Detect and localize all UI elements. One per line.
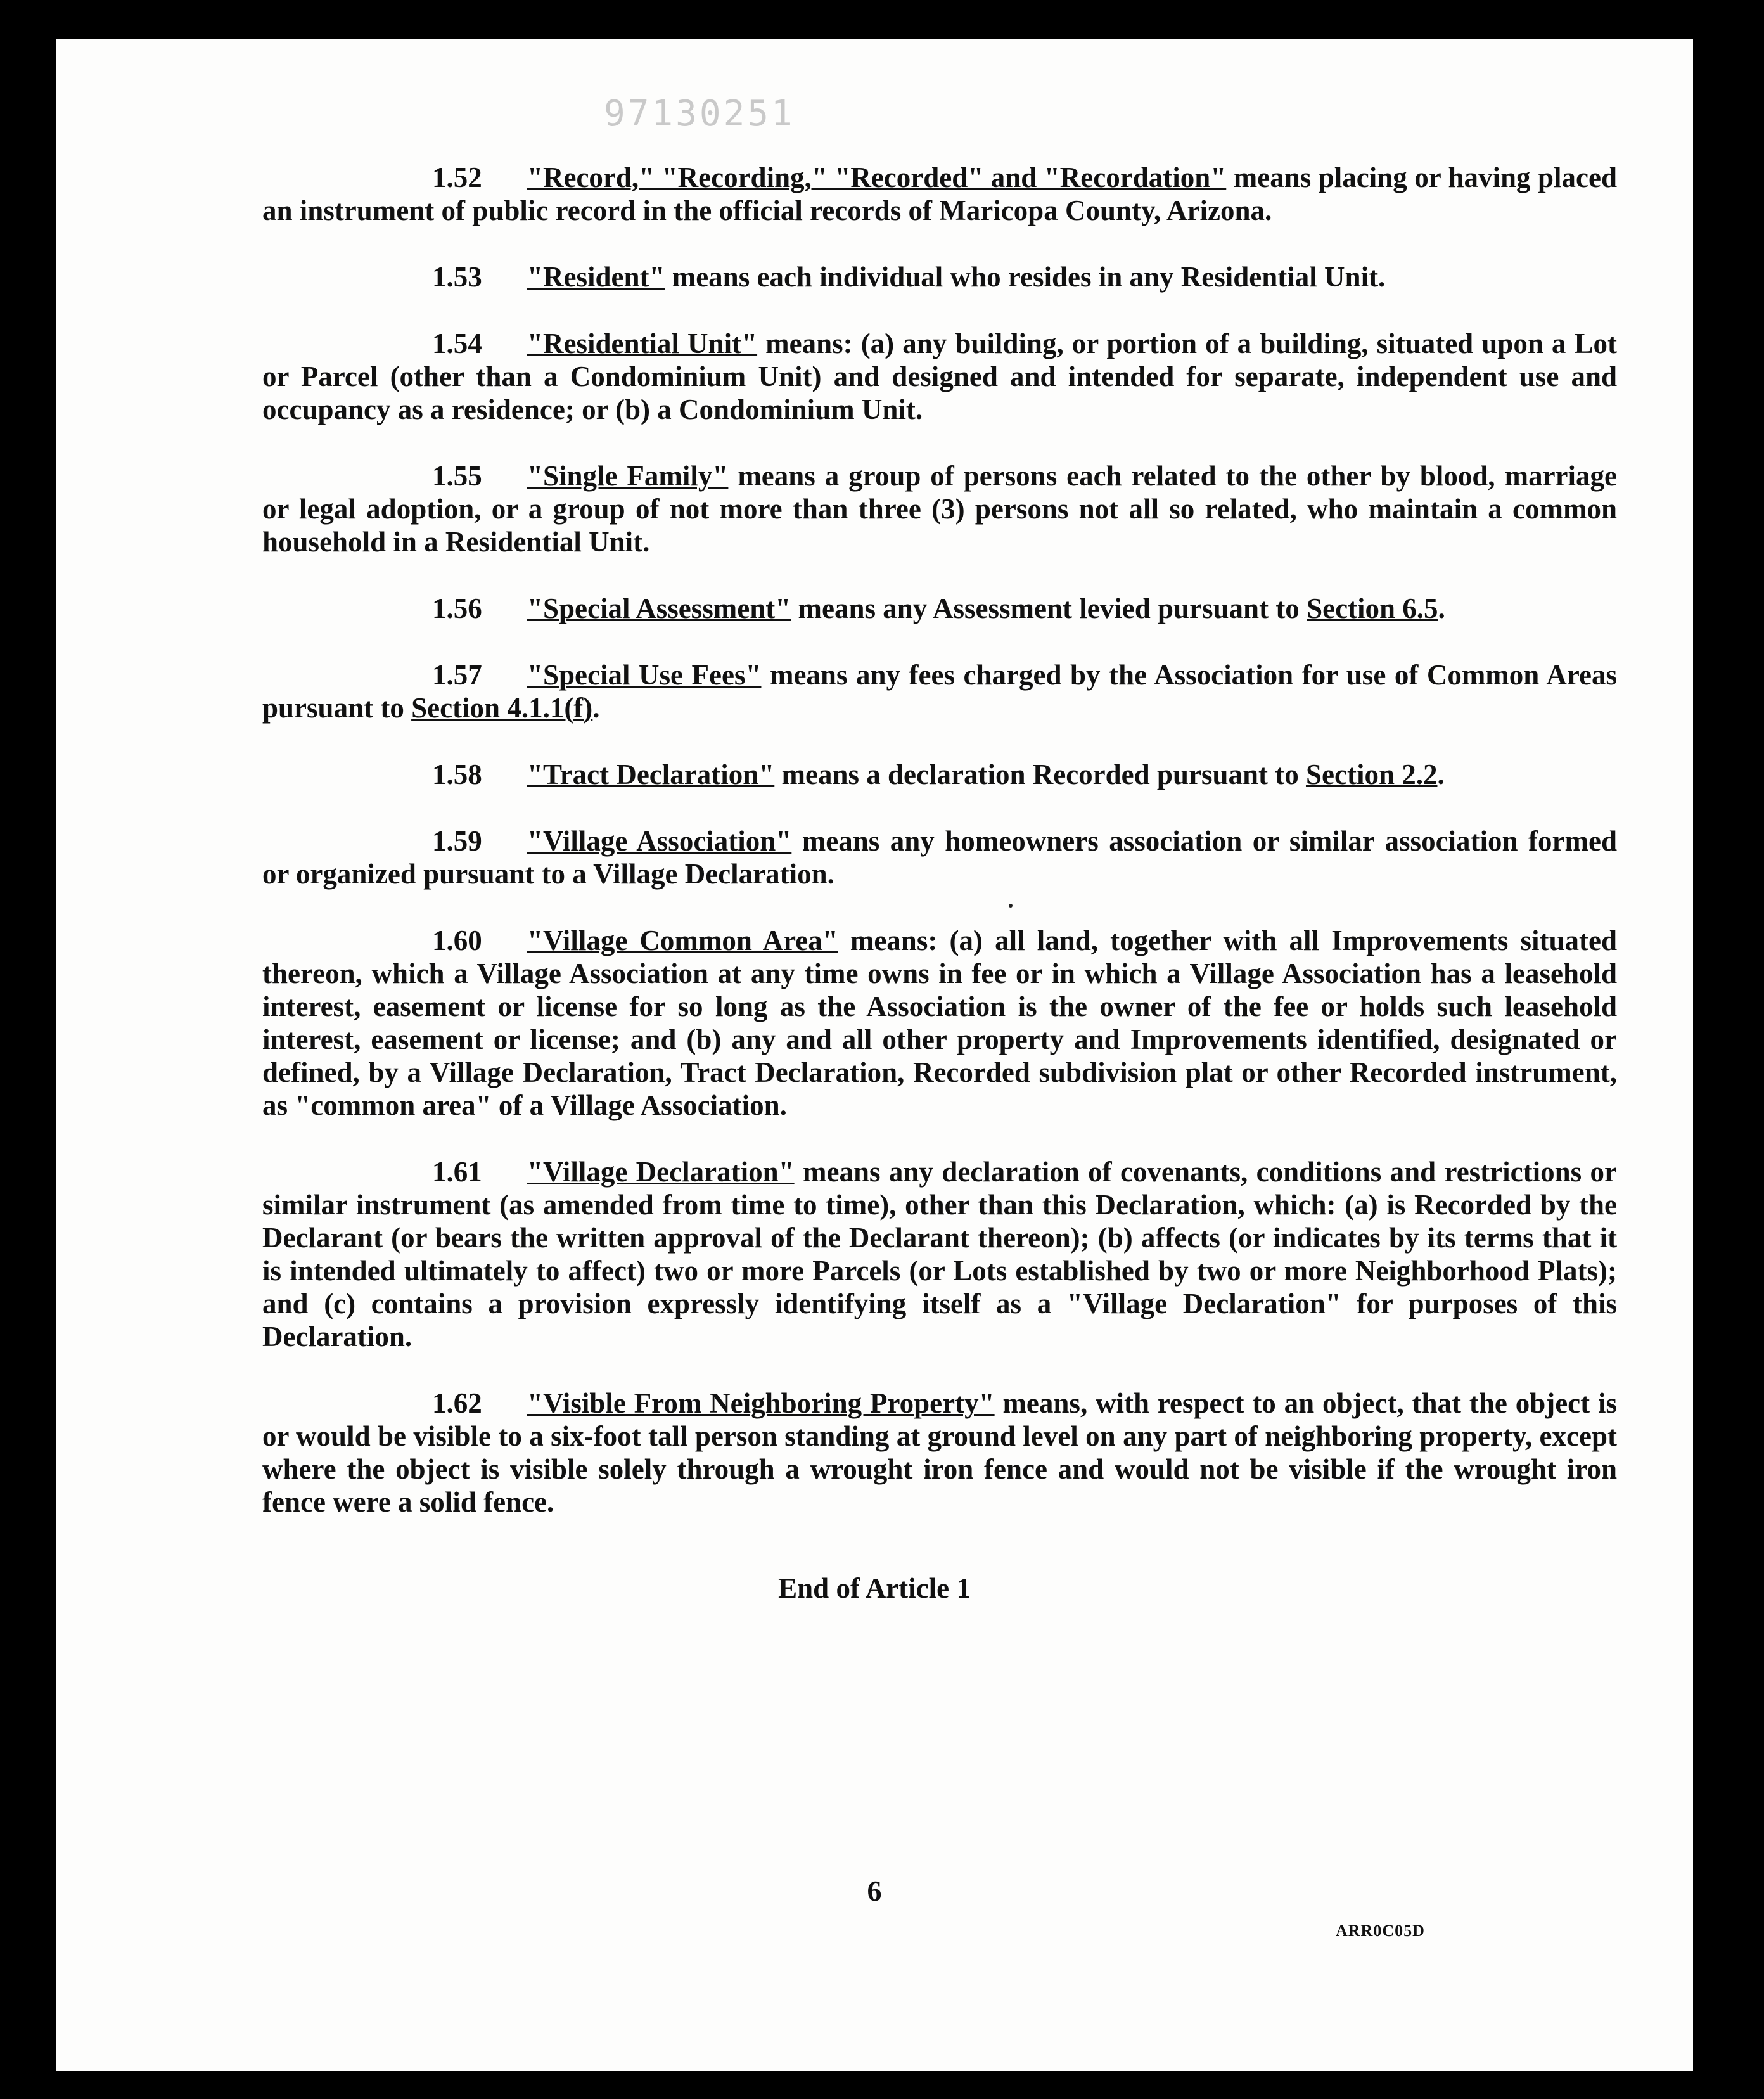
defined-term: "Record," "Recording," "Recorded" and "Recordation" (527, 162, 1227, 193)
definition-text: means any fees charged by the Association for use of Common Areas pursuant to (262, 659, 1618, 724)
scan-speck (1009, 904, 1013, 908)
definition-text: means any declaration of covenants, conditions and restrictions or similar instrument (as amended from time to time), other than this Declaration, which: (a) is Recorded by the Declarant (or bears the written approval of the Declarant thereon); (b) affects (or indicates by its terms that it is intended ultimately to affect) two or more Parcels (or Lots established by two or more Neighborhood Plats); and (c) contains a provision expressly identifying itself as a "Village Declaration" for purposes of this Declaration. (262, 1156, 1617, 1352)
defined-term: "Visible From Neighboring Property" (527, 1387, 995, 1419)
definition-text: means a declaration Recorded pursuant to (774, 759, 1306, 790)
defined-term: "Special Use Fees" (527, 659, 762, 691)
definition-number: 1.59 (432, 825, 482, 857)
definition-tail: . (1438, 593, 1445, 624)
definition-1-62 (262, 1387, 1617, 1518)
definition-1-52 (262, 161, 1617, 227)
definition-1-60 (262, 924, 1617, 1122)
definition-1-61 (262, 1155, 1617, 1353)
definitions-section (262, 161, 1617, 1552)
definition-number: 1.60 (432, 925, 482, 956)
definition-text: means any homeowners association or similar association formed or organized pursuant to a Village Declaration. (262, 825, 1617, 890)
definition-text: means: (a) any building, or portion of a building, situated upon a Lot or Parcel (other than a Condominium Unit) and designed and intended for separate, independent use and occupancy as a residence; or (b) a Condominium Unit. (262, 328, 1617, 425)
definition-1-53 (262, 260, 1617, 293)
definition-text: means a group of persons each related to the other by blood, marriage or legal adoption, or a group of not more than three (3) persons not all so related, who maintain a common household in a Residential Unit. (262, 460, 1618, 558)
defined-term: "Village Association" (527, 825, 792, 857)
defined-term: "Village Declaration" (527, 1156, 795, 1188)
section-reference: Section 4.1.1(f) (411, 692, 593, 724)
document-id: ARR0C05D (1336, 1922, 1425, 1940)
page-number: 6 (867, 1875, 882, 1907)
definition-number: 1.55 (432, 460, 482, 492)
definition-tail: . (1437, 759, 1445, 790)
section-reference: Section 6.5 (1307, 593, 1438, 624)
definition-1-57 (262, 658, 1617, 724)
definition-1-58 (262, 758, 1617, 791)
section-reference: Section 2.2 (1305, 759, 1438, 790)
definition-tail: . (592, 692, 600, 724)
definition-number: 1.61 (432, 1156, 482, 1188)
defined-term: "Single Family" (527, 460, 729, 492)
defined-term: "Special Assessment" (527, 593, 791, 624)
definition-text: means each individual who resides in any Residential Unit. (665, 261, 1386, 293)
defined-term: "Tract Declaration" (527, 759, 775, 790)
recording-stamp: 97130251 (604, 93, 795, 134)
definition-1-56 (262, 592, 1617, 625)
defined-term: "Resident" (527, 261, 665, 293)
definition-number: 1.57 (432, 659, 482, 691)
definition-number: 1.53 (432, 261, 482, 293)
definition-text: means: (a) all land, together with all Improvements situated thereon, which a Village Association at any time owns in fee or in which a Village Association has a leasehold interest, easement or license for so long as the Association is the owner of the fee or holds such leasehold interest, easement or license; and (b) any and all other property and Improvements identified, designated or defined, by a Village Declaration, Tract Declaration, Recorded subdivision plat or other Recorded instrument, as "common area" of a Village Association. (262, 925, 1617, 1121)
definition-text: means, with respect to an object, that the object is or would be visible to a six-foot tall person standing at ground level on any part of neighboring property, except where the object is visible solely through a wrought iron fence and would not be visible if the wrought iron fence were a solid fence. (262, 1387, 1617, 1518)
defined-term: "Residential Unit" (527, 328, 758, 359)
document-page (56, 39, 1693, 2071)
definition-number: 1.54 (432, 328, 482, 359)
end-of-article: End of Article 1 (778, 1572, 971, 1604)
definition-number: 1.52 (432, 162, 482, 193)
definition-number: 1.62 (432, 1387, 482, 1419)
definition-number: 1.58 (432, 759, 482, 790)
definition-1-59 (262, 825, 1617, 890)
definition-1-55 (262, 459, 1617, 558)
definition-1-54 (262, 327, 1617, 426)
defined-term: "Village Common Area" (527, 925, 838, 956)
definition-number: 1.56 (432, 593, 482, 624)
definition-text: means any Assessment levied pursuant to (791, 593, 1307, 624)
definition-text: means placing or having placed an instrument of public record in the official records of Maricopa County, Arizona. (262, 162, 1617, 226)
